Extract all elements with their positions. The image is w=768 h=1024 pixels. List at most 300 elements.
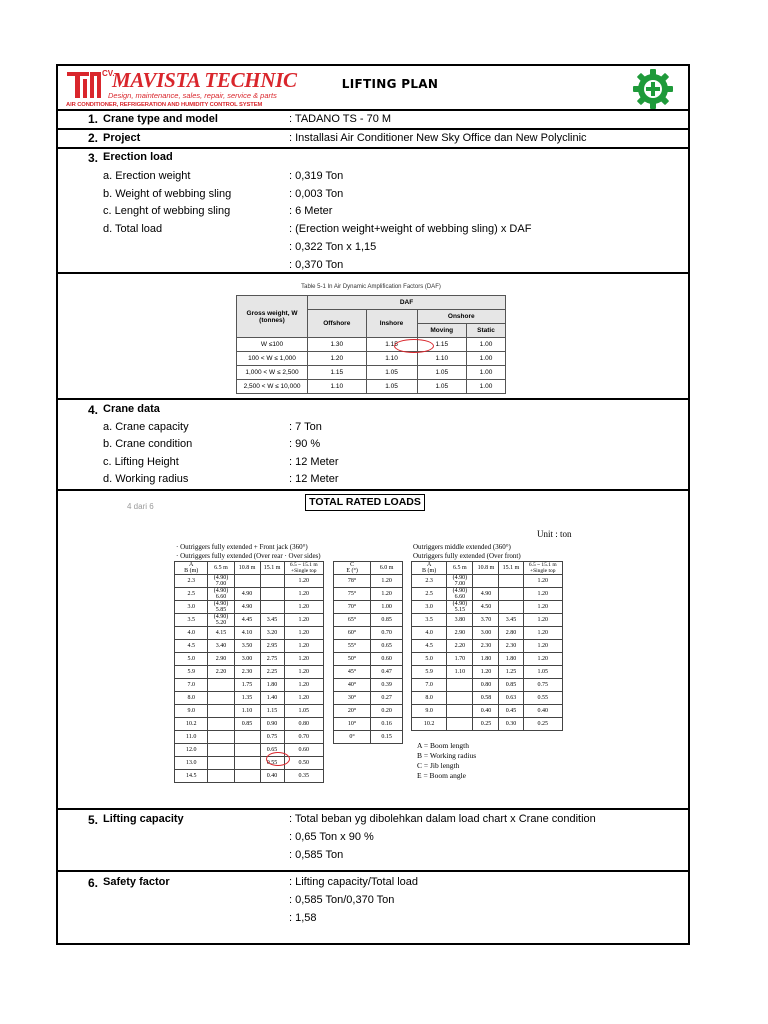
table-cell [499, 575, 523, 588]
daf-header: Moving [417, 324, 466, 338]
table-cell: 9.0 [412, 705, 447, 718]
table-cell [208, 757, 234, 770]
table-cell: 3.45 [499, 614, 523, 627]
table-row [412, 692, 563, 705]
right-table-note: Outriggers fully extended (Over front) [413, 552, 521, 560]
table-cell: 1.15 [308, 366, 367, 380]
table-cell: 1.20 [371, 575, 403, 588]
table-cell: 1.10 [447, 666, 473, 679]
gear-emblem-icon [631, 67, 675, 111]
table-cell: (4.90) 5.15 [447, 601, 473, 614]
legend-item: B = Working radius [417, 751, 477, 760]
table-cell [447, 705, 473, 718]
table-header: 10.8 m [234, 562, 260, 575]
table-header: 6.5 m [208, 562, 234, 575]
table-header: 15.1 m [499, 562, 523, 575]
table-cell: 75° [334, 588, 371, 601]
table-cell: 0.55 [260, 757, 284, 770]
table-cell: 2.75 [260, 653, 284, 666]
calc-line: : 0,322 Ton x 1,15 [289, 241, 377, 253]
section-value: : TADANO TS - 70 M [289, 113, 392, 125]
section-number: 6. [88, 876, 99, 890]
item-label: c. Lenght of webbing sling [103, 205, 231, 217]
table-cell: 2.90 [208, 653, 234, 666]
table-cell: 1.10 [366, 352, 417, 366]
table-cell [208, 679, 234, 692]
table-cell [234, 731, 260, 744]
table-cell [208, 731, 234, 744]
table-row [175, 770, 324, 783]
table-row [412, 653, 563, 666]
table-cell: 2.25 [260, 666, 284, 679]
table-cell: 3.70 [473, 614, 499, 627]
table-cell: 3.00 [473, 627, 499, 640]
table-row [412, 718, 563, 731]
table-cell [473, 575, 499, 588]
section-value: : 1,58 [289, 912, 317, 924]
table-cell: 0.85 [371, 614, 403, 627]
table-cell: 0° [334, 731, 371, 744]
table-cell: 1.00 [467, 380, 506, 394]
item-label: b. Crane condition [103, 438, 193, 450]
table-cell: 2.20 [208, 666, 234, 679]
table-row [175, 718, 324, 731]
table-cell: 3.50 [234, 640, 260, 653]
table-row [412, 614, 563, 627]
table-cell: 1.20 [473, 666, 499, 679]
table-row [237, 338, 506, 352]
table-cell: 1.80 [473, 653, 499, 666]
table-cell [447, 692, 473, 705]
table-cell: 0.65 [260, 744, 284, 757]
company-logo [66, 68, 297, 110]
table-cell: 30° [334, 692, 371, 705]
table-cell: 1.15 [366, 338, 417, 352]
table-cell: 0.70 [284, 731, 323, 744]
table-cell: 1.20 [284, 627, 323, 640]
table-cell: 2.5 [412, 588, 447, 601]
divider [56, 489, 690, 491]
table-cell: 100 < W ≤ 1,000 [237, 352, 308, 366]
item-value: : 6 Meter [289, 205, 333, 217]
table-cell: 9.0 [175, 705, 208, 718]
table-cell: 1.70 [447, 653, 473, 666]
table-cell: (4.90) 6.60 [208, 588, 234, 601]
left-table-note: · Outriggers fully extended + Front jack (360°) [176, 543, 308, 551]
section-label: Safety factor [103, 876, 170, 888]
table-cell: 1.20 [523, 653, 562, 666]
table-cell: 40° [334, 679, 371, 692]
table-cell: (4.90) 5.85 [208, 601, 234, 614]
table-cell: 0.85 [499, 679, 523, 692]
table-cell: 1.05 [366, 380, 417, 394]
load-chart-legend [417, 741, 476, 781]
section-label: Crane type and model [103, 113, 218, 125]
item-label: a. Crane capacity [103, 421, 189, 433]
table-cell: 0.50 [284, 757, 323, 770]
section-value: : Lifting capacity/Total load [289, 876, 419, 888]
table-cell: 0.39 [371, 679, 403, 692]
brand-tagline: AIR CONDITIONER, REFRIGERATION AND HUMIDITY CONTROL SYSTEM [66, 102, 263, 108]
divider [56, 272, 690, 274]
table-cell: 4.15 [208, 627, 234, 640]
table-header [412, 562, 447, 575]
item-label: a. Erection weight [103, 170, 191, 182]
table-row [412, 705, 563, 718]
table-cell: 0.20 [371, 705, 403, 718]
divider [56, 808, 690, 810]
table-cell: 0.60 [371, 653, 403, 666]
table-row [175, 653, 324, 666]
table-row [334, 640, 403, 653]
table-row [334, 601, 403, 614]
table-cell: 1.15 [417, 338, 466, 352]
table-row [175, 575, 324, 588]
legend-item: E = Boom angle [417, 771, 467, 780]
table-cell: 3.45 [260, 614, 284, 627]
table-cell: 0.80 [473, 679, 499, 692]
table-cell: 0.35 [284, 770, 323, 783]
legend-item: A = Boom length [417, 741, 469, 750]
table-cell [208, 744, 234, 757]
section-number: 3. [88, 151, 99, 165]
table-cell: 1.30 [308, 338, 367, 352]
table-cell: 0.60 [284, 744, 323, 757]
section-number: 2. [88, 131, 99, 145]
table-cell [234, 575, 260, 588]
daf-header: DAF [308, 296, 506, 310]
load-table-left [174, 561, 324, 783]
table-cell: 55° [334, 640, 371, 653]
table-cell: 10.2 [175, 718, 208, 731]
table-cell: 1.20 [284, 575, 323, 588]
table-cell: 1.80 [499, 653, 523, 666]
table-cell: 1.20 [284, 679, 323, 692]
table-row [334, 653, 403, 666]
table-cell: 1.20 [284, 666, 323, 679]
table-cell: 1.05 [284, 705, 323, 718]
table-cell: 1.10 [308, 380, 367, 394]
table-row [175, 640, 324, 653]
table-cell: 1.00 [371, 601, 403, 614]
table-cell [260, 575, 284, 588]
table-row [334, 705, 403, 718]
table-cell: 0.85 [234, 718, 260, 731]
item-label: b. Weight of webbing sling [103, 188, 232, 200]
table-cell [234, 757, 260, 770]
table-cell: 1.05 [366, 366, 417, 380]
table-cell: 0.16 [371, 718, 403, 731]
section-value: : Total beban yg dibolehkan dalam load chart x Crane condition [289, 813, 596, 825]
table-cell: 1.20 [284, 653, 323, 666]
divider [56, 398, 690, 400]
item-value: : (Erection weight+weight of webbing sling) x DAF [289, 223, 532, 235]
table-cell: 13.0 [175, 757, 208, 770]
brand-name: MAVISTA TECHNIC [112, 68, 297, 92]
table-cell: 65° [334, 614, 371, 627]
table-cell: 0.55 [523, 692, 562, 705]
table-cell: 0.70 [371, 627, 403, 640]
table-header [334, 562, 371, 575]
table-cell: 1.20 [308, 352, 367, 366]
daf-header: Gross weight, W (tonnes) [237, 296, 308, 338]
table-cell: 1.00 [467, 366, 506, 380]
table-cell: 7.0 [412, 679, 447, 692]
table-cell: 20° [334, 705, 371, 718]
table-cell: 0.40 [523, 705, 562, 718]
table-cell: 4.45 [234, 614, 260, 627]
table-cell: 0.75 [523, 679, 562, 692]
table-cell: 50° [334, 653, 371, 666]
table-header: 6.5 ~ 15.1 m +Single top [523, 562, 562, 575]
table-cell: 1.40 [260, 692, 284, 705]
brand-slogan: Design, maintenance, sales, repair, service & parts [108, 91, 277, 100]
table-cell [208, 705, 234, 718]
table-row [334, 627, 403, 640]
table-cell: 4.90 [234, 601, 260, 614]
table-cell: 0.47 [371, 666, 403, 679]
section-number: 4. [88, 403, 99, 417]
table-header: 15.1 m [260, 562, 284, 575]
daf-table [236, 284, 506, 394]
table-row [175, 731, 324, 744]
table-cell: 2.30 [234, 666, 260, 679]
table-cell: 1.20 [523, 575, 562, 588]
table-cell: 3.0 [175, 601, 208, 614]
section-value: : 0,585 Ton/0,370 Ton [289, 894, 395, 906]
load-chart-title: TOTAL RATED LOADS [305, 494, 425, 511]
table-cell: 1.20 [523, 640, 562, 653]
table-row [412, 588, 563, 601]
load-chart-page: 4 dari 6 [127, 502, 154, 511]
table-cell: 10° [334, 718, 371, 731]
table-row [334, 614, 403, 627]
table-cell: (4.90) 7.00 [447, 575, 473, 588]
table-cell: 0.45 [499, 705, 523, 718]
table-cell [208, 718, 234, 731]
table-cell: 1.05 [523, 666, 562, 679]
item-label: d. Total load [103, 223, 163, 235]
section-number: 5. [88, 813, 99, 827]
table-cell: 10.2 [412, 718, 447, 731]
table-row [334, 588, 403, 601]
table-cell: 1.15 [260, 705, 284, 718]
daf-header: Inshore [366, 310, 417, 338]
table-cell: 3.00 [234, 653, 260, 666]
table-cell: 4.5 [175, 640, 208, 653]
table-cell: 0.27 [371, 692, 403, 705]
table-row [237, 366, 506, 380]
table-cell: 4.5 [412, 640, 447, 653]
table-cell: 12.0 [175, 744, 208, 757]
legend-item: C = Jib length [417, 761, 460, 770]
table-row [334, 666, 403, 679]
table-cell: 2.80 [499, 627, 523, 640]
daf-caption: Table 5-1 In Air Dynamic Amplification Factors (DAF) [301, 284, 441, 290]
table-cell: 2.30 [499, 640, 523, 653]
table-cell: 4.0 [412, 627, 447, 640]
table-cell: 1.35 [234, 692, 260, 705]
table-cell [499, 588, 523, 601]
table-row [412, 640, 563, 653]
table-cell: 1.20 [284, 601, 323, 614]
table-cell: 1.20 [523, 588, 562, 601]
table-cell: (4.90) 6.60 [447, 588, 473, 601]
table-cell: 0.90 [260, 718, 284, 731]
table-row [175, 588, 324, 601]
table-row [412, 627, 563, 640]
table-cell: 3.0 [412, 601, 447, 614]
item-value: : 12 Meter [289, 473, 339, 485]
highlight-circle [266, 752, 290, 766]
section-label: Erection load [103, 151, 173, 163]
table-row [175, 705, 324, 718]
table-cell: 0.58 [473, 692, 499, 705]
table-cell: 2.95 [260, 640, 284, 653]
table-cell: (4.90) 7.00 [208, 575, 234, 588]
table-row [334, 575, 403, 588]
table-cell: 14.5 [175, 770, 208, 783]
item-value: : 0,003 Ton [289, 188, 344, 200]
header-a: A [189, 562, 194, 568]
header-b: B (m) [184, 568, 199, 574]
table-row [175, 627, 324, 640]
page-title: LIFTING PLAN [341, 77, 439, 91]
table-cell: 2.90 [447, 627, 473, 640]
table-cell: 2.3 [175, 575, 208, 588]
brand-prefix: CV. [102, 69, 115, 78]
table-cell: 45° [334, 666, 371, 679]
table-cell: 5.9 [412, 666, 447, 679]
header-b: B (m) [422, 568, 437, 574]
right-table-note: Outriggers middle extended (360°) [413, 543, 511, 551]
table-cell: 0.30 [499, 718, 523, 731]
item-value: : 7 Ton [289, 421, 322, 433]
table-row [412, 679, 563, 692]
table-row [334, 692, 403, 705]
table-cell [234, 744, 260, 757]
table-cell: 1.75 [234, 679, 260, 692]
table-cell: 1,000 < W ≤ 2,500 [237, 366, 308, 380]
table-cell: 2.20 [447, 640, 473, 653]
table-row [412, 666, 563, 679]
table-row [334, 718, 403, 731]
section-label: Lifting capacity [103, 813, 184, 825]
item-value: : 12 Meter [289, 456, 339, 468]
divider [56, 128, 690, 130]
table-cell: 7.0 [175, 679, 208, 692]
table-header [175, 562, 208, 575]
item-label: d. Working radius [103, 473, 189, 485]
table-cell: 1.05 [417, 366, 466, 380]
table-cell [499, 601, 523, 614]
section-value: : 0,585 Ton [289, 849, 344, 861]
table-cell: 1.10 [234, 705, 260, 718]
highlight-circle [394, 339, 434, 353]
table-cell: 0.40 [260, 770, 284, 783]
table-header: 6.0 m [371, 562, 403, 575]
header-a: A [426, 562, 432, 568]
table-cell: 0.75 [260, 731, 284, 744]
table-cell: 78° [334, 575, 371, 588]
table-cell: 0.25 [523, 718, 562, 731]
table-cell: 4.10 [234, 627, 260, 640]
item-value: : 90 % [289, 438, 321, 450]
table-cell: 0.65 [371, 640, 403, 653]
table-cell: 0.40 [473, 705, 499, 718]
table-row [237, 380, 506, 394]
table-cell: 1.20 [523, 601, 562, 614]
table-cell: 70° [334, 601, 371, 614]
table-cell: 3.20 [260, 627, 284, 640]
table-cell: 0.80 [284, 718, 323, 731]
header-c: C [350, 562, 355, 568]
table-cell: W ≤100 [237, 338, 308, 352]
section-value: : 0,65 Ton x 90 % [289, 831, 374, 843]
table-cell: 3.40 [208, 640, 234, 653]
table-cell: 3.5 [412, 614, 447, 627]
table-cell [234, 770, 260, 783]
table-cell: 1.20 [523, 627, 562, 640]
table-cell: 60° [334, 627, 371, 640]
table-row [334, 679, 403, 692]
table-cell: 1.25 [499, 666, 523, 679]
table-cell: 1.20 [284, 692, 323, 705]
table-row [334, 731, 403, 744]
table-row [175, 601, 324, 614]
section-value: : Installasi Air Conditioner New Sky Office dan New Polyclinic [289, 132, 587, 144]
table-cell: 1.20 [523, 614, 562, 627]
divider [56, 147, 690, 149]
table-cell: 1.20 [284, 614, 323, 627]
load-chart-unit: Unit : ton [537, 529, 572, 539]
table-row [175, 744, 324, 757]
table-row [412, 601, 563, 614]
table-cell: 4.90 [473, 588, 499, 601]
table-header: 6.5 m [447, 562, 473, 575]
table-cell: 1.20 [284, 588, 323, 601]
table-header: 6.5 ~ 15.1 m +Single top [284, 562, 323, 575]
table-cell: 0.25 [473, 718, 499, 731]
table-cell: 2.30 [473, 640, 499, 653]
table-row [175, 666, 324, 679]
section-number: 1. [88, 112, 99, 126]
table-cell: 1.00 [467, 338, 506, 352]
table-cell: 2.3 [412, 575, 447, 588]
table-cell [208, 770, 234, 783]
section-label: Project [103, 132, 141, 144]
table-cell [208, 692, 234, 705]
table-cell [447, 679, 473, 692]
divider [56, 870, 690, 872]
table-row [175, 757, 324, 770]
table-cell: 1.00 [467, 352, 506, 366]
daf-header: Offshore [308, 310, 367, 338]
item-label: c. Lifting Height [103, 456, 179, 468]
load-table-angle [333, 561, 403, 744]
table-row [175, 614, 324, 627]
section-label: Crane data [103, 403, 160, 415]
table-cell: 2.5 [175, 588, 208, 601]
table-cell: 1.80 [260, 679, 284, 692]
table-cell: 1.20 [371, 588, 403, 601]
table-cell: 3.80 [447, 614, 473, 627]
table-header: 10.8 m [473, 562, 499, 575]
table-row [237, 352, 506, 366]
table-cell: 4.90 [234, 588, 260, 601]
item-value: : 0,319 Ton [289, 170, 344, 182]
table-cell: 8.0 [412, 692, 447, 705]
